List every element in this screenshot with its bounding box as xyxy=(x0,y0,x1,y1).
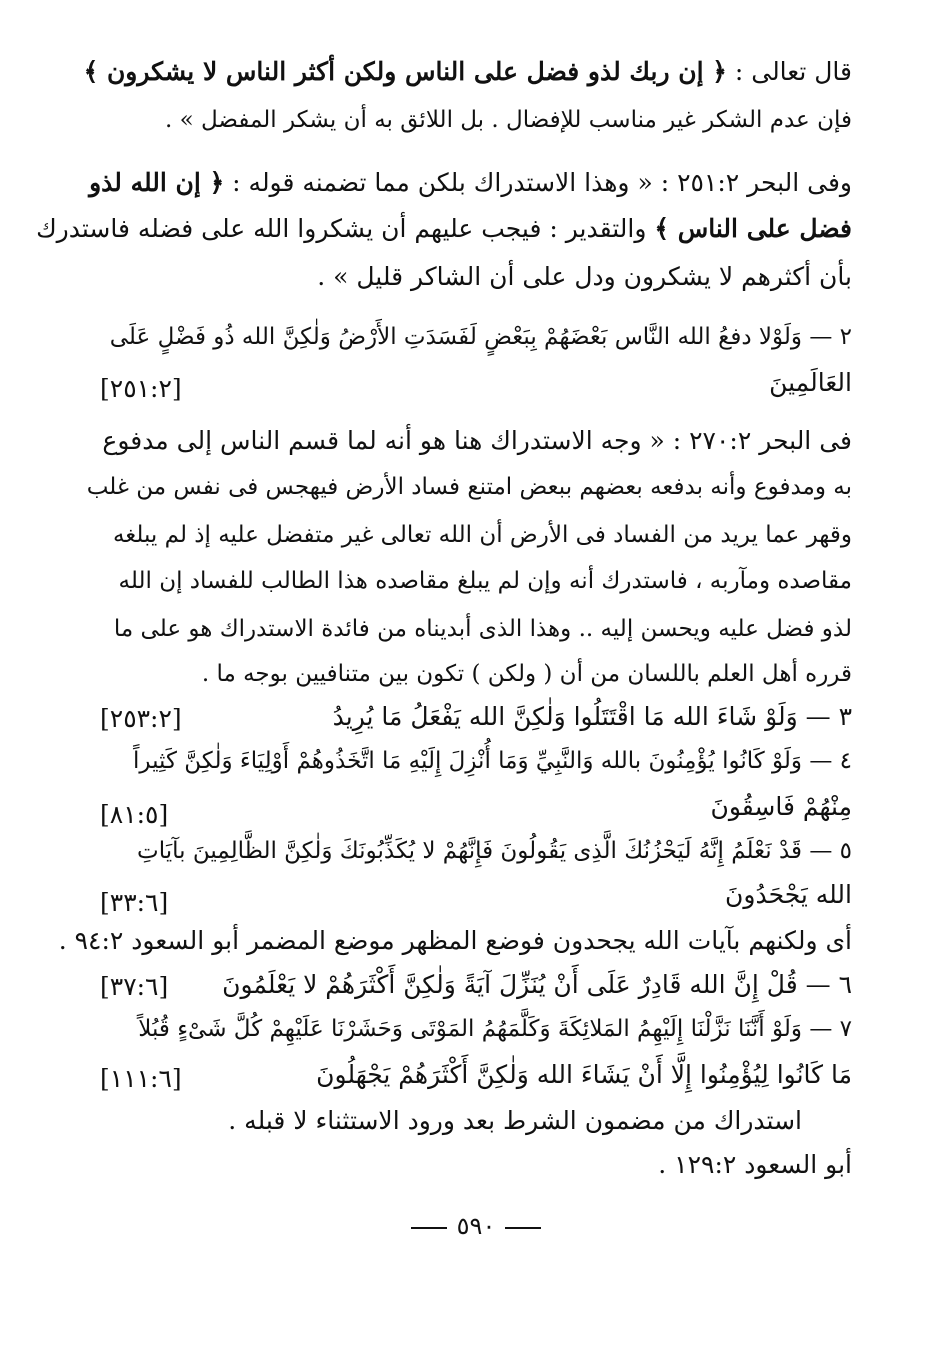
quran-quote: ﴿ إن الله لذو xyxy=(89,168,225,197)
quran-quote: فضل على الناس ﴾ xyxy=(654,214,852,243)
verse-line: مِنْهُمْ فَاسِقُونَ xyxy=(710,792,852,821)
text-line xyxy=(36,212,852,246)
verse-line: ٣ — وَلَوْ شَاءَ الله مَا اقْتَتَلُوا وَلٰكِنَّ الله يَفْعَلُ مَا يُرِيدُ xyxy=(332,702,852,731)
text-line: أبو السعود ١٢٩:٢ . xyxy=(658,1150,852,1179)
text-line: استدراك من مضمون الشرط بعد ورود الاستثناء لا قبله . xyxy=(228,1106,802,1135)
verse-line: ٢ — وَلَوْلا دفعُ الله النَّاس بَعْضَهُمْ بِبَعْضٍ لَفَسَدَتِ الأَرْضُ وَلٰكِنَّ الله ذُو فَضْلٍ عَلَى xyxy=(109,324,852,350)
text-line: فى البحر ٢٧٠:٢ : « وجه الاستدراك هنا هو أنه لما قسم الناس إلى مدفوع xyxy=(102,426,852,455)
page-number xyxy=(0,1212,952,1240)
quran-quote: ﴿ إن ربك لذو فضل على الناس ولكن أكثر الناس لا يشكرون ﴾ xyxy=(83,57,727,86)
text-line xyxy=(89,166,852,200)
verse-line: العَالَمِينَ xyxy=(769,368,852,397)
dash-right xyxy=(411,1227,447,1229)
text-line: مقاصده ومآربه ، فاستدرك أنه وإن لم يبلغ مقاصده هذا الطالب للفساد إن الله xyxy=(118,568,852,594)
text-span: والتقدير : فيجب عليهم أن يشكروا الله على فضله فاستدرك xyxy=(36,214,647,243)
text-line: قرره أهل العلم باللسان من أن ( ولكن ) تكون بين متنافيين بوجه ما . xyxy=(201,661,852,687)
text-line xyxy=(83,55,852,89)
verse-line: ٧ — وَلَوْ أَنَّنَا نَزَّلْنَا إِلَيْهِمُ المَلائِكَةَ وَكَلَّمَهُمُ المَوْتَى وَحَشَرْنَا عَلَيْهِمْ كُلَّ شَىْءٍ قُبُلاً xyxy=(138,1016,852,1042)
text-line: به ومدفوع وأنه بدفعه بعضهم ببعض امتنع فساد الأرض فيهجس فى نفس من غلب xyxy=(86,474,852,500)
text-span: قال تعالى : xyxy=(734,57,852,86)
text-line: بأن أكثرهم لا يشكرون ودل على أن الشاكر قليل » . xyxy=(317,262,852,291)
verse-line: الله يَجْحَدُونَ xyxy=(725,880,852,909)
text-line: لذو فضل عليه ويحسن إليه .. وهذا الذى أبديناه من فائدة الاستدراك هو على ما xyxy=(113,616,852,642)
verse-reference: [٣٣:٦] xyxy=(100,888,169,917)
verse-reference: [٨١:٥] xyxy=(100,800,169,829)
text-line: وقهر عما يريد من الفساد فى الأرض أن الله تعالى غير متفضل عليه إذ لم يبلغه xyxy=(112,522,852,548)
verse-line: ٦ — قُلْ إِنَّ الله قَادِرٌ عَلَى أَنْ يُنَزِّلَ آيَةً وَلٰكِنَّ أَكْثَرَهُمْ لا يَعْلَمُونَ xyxy=(222,970,852,999)
dash-left xyxy=(505,1227,541,1229)
verse-reference: [٢٥٣:٢] xyxy=(100,704,182,733)
verse-line: ٤ — وَلَوْ كَانُوا يُؤْمِنُونَ بالله وَالنَّبِيِّ وَمَا أُنْزِلَ إِلَيْهِ مَا اتَّخَذُوهُمْ أَوْلِيَاءَ وَلٰكِنَّ كَثِيراً xyxy=(133,748,852,774)
verse-reference: [٢٥١:٢] xyxy=(100,374,182,403)
text-line: فإن عدم الشكر غير مناسب للإفضال . بل اللائق به أن يشكر المفضل » . xyxy=(164,107,852,133)
text-span: وفى البحر ٢٥١:٢ : « وهذا الاستدراك بلكن مما تضمنه قوله : xyxy=(232,168,852,197)
verse-line: ٥ — قَدْ نَعْلَمُ إِنَّهُ لَيَحْزُنُكَ الَّذِى يَقُولُونَ فَإِنَّهُمْ لا يُكَذِّبُونَكَ وَلٰكِنَّ الظَّالِمِينَ بآيَاتِ xyxy=(137,838,852,864)
page-number-text: ٥٩٠ xyxy=(456,1212,496,1240)
verse-reference: [٣٧:٦] xyxy=(100,972,169,1001)
verse-line: مَا كَانُوا لِيُؤْمِنُوا إِلَّا أَنْ يَشَاءَ الله وَلٰكِنَّ أَكْثَرَهُمْ يَجْهَلُونَ xyxy=(316,1060,852,1089)
verse-reference: [١١١:٦] xyxy=(100,1064,182,1093)
text-line: أى ولكنهم بآيات الله يجحدون فوضع المظهر موضع المضمر أبو السعود ٩٤:٢ . xyxy=(58,926,852,955)
